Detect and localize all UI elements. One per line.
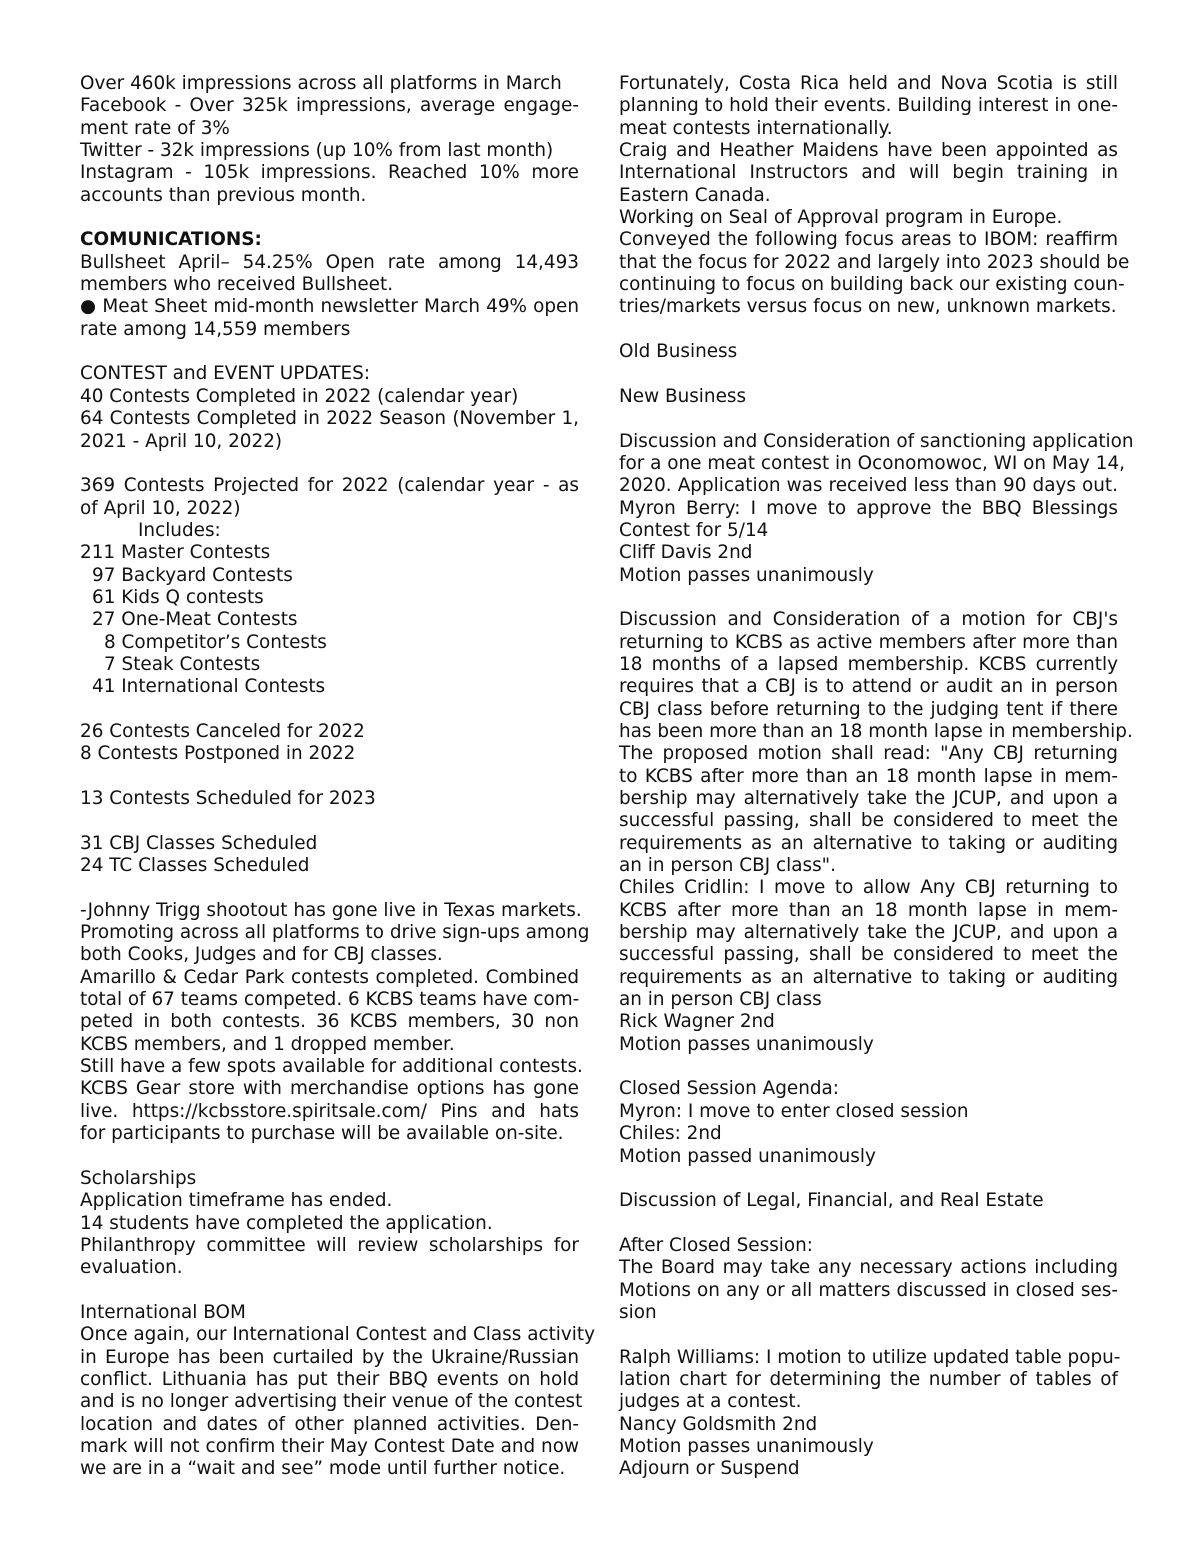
text-line: 61 Kids Q contests <box>92 586 264 608</box>
text-line: evaluation. <box>80 1257 183 1279</box>
text-line: New Business <box>619 385 747 407</box>
text-line: we are in a “wait and see” mode until further notice. <box>80 1458 566 1480</box>
text-line: Motions on any or all matters discussed in closed ses- <box>619 1279 1118 1301</box>
text-line: 2021 - April 10, 2022) <box>80 430 283 452</box>
text-line: Closed Session Agenda: <box>619 1078 839 1100</box>
text-line: in Europe has been curtailed by the Ukraine/Russian <box>80 1346 579 1368</box>
text-line: 7 Steak Contests <box>104 653 261 675</box>
paragraph-gap <box>619 408 1118 430</box>
section-heading: COMUNICATIONS: <box>80 229 262 251</box>
text-line: for a one meat contest in Oconomowoc, WI on May 14, <box>619 452 1125 474</box>
text-line: Once again, our International Contest and Class activity <box>80 1324 595 1346</box>
text-line: lation chart for determining the number of tables of <box>619 1368 1118 1390</box>
text-line: Discussion and Consideration of sanctioning application <box>619 430 1134 452</box>
text-line: Ralph Williams: I motion to utilize updated table popu- <box>619 1346 1121 1368</box>
text-line: both Cooks, Judges and for CBJ classes. <box>80 944 443 966</box>
text-line: Chiles: 2nd <box>619 1123 722 1145</box>
paragraph-gap <box>619 587 1118 609</box>
text-line: Working on Seal of Approval program in Europe. <box>619 207 1063 229</box>
paragraph-gap <box>80 207 579 229</box>
text-line: CONTEST and EVENT UPDATES: <box>80 363 371 385</box>
text-line: Application timeframe has ended. <box>80 1190 393 1212</box>
text-line: Adjourn or Suspend <box>619 1458 800 1480</box>
paragraph-classes <box>80 833 579 878</box>
paragraph-communications <box>80 229 579 341</box>
text-line: sion <box>619 1301 657 1323</box>
paragraph-gap <box>80 1146 579 1168</box>
text-line: has been more than an 18 month lapse in membership. <box>619 720 1133 742</box>
text-line: ● Meat Sheet mid-month newsletter March 49% open <box>80 296 579 318</box>
paragraph-gap <box>80 453 579 475</box>
text-line: bership may alternatively take the JCUP, and upon a <box>619 788 1118 809</box>
text-line: 8 Competitor’s Contests <box>104 631 327 653</box>
text-line: After Closed Session: <box>619 1234 813 1256</box>
text-line: 13 Contests Scheduled for 2023 <box>80 788 376 809</box>
text-line: International Instructors and will begin training in <box>619 162 1118 184</box>
paragraph-gap <box>80 699 579 721</box>
text-line: an in person CBJ class". <box>619 855 836 877</box>
text-line: Myron Berry: I move to approve the BBQ Blessings <box>619 497 1118 519</box>
paragraph-gap <box>619 1168 1118 1190</box>
text-line: Over 460k impressions across all platforms in March <box>80 73 562 94</box>
text-line: Amarillo & Cedar Park contests completed. Combined <box>80 966 579 988</box>
text-line: Includes: <box>138 519 221 541</box>
text-line: live. https://kcbsstore.spiritsale.com/ Pins and hats <box>80 1100 579 1122</box>
text-line: Rick Wagner 2nd <box>619 1011 775 1033</box>
paragraph-old-business <box>619 341 1118 363</box>
paragraph-gap <box>619 1324 1118 1346</box>
text-line: Instagram - 105k impressions. Reached 10% more <box>80 162 579 184</box>
text-line: 31 CBJ Classes Scheduled <box>80 832 318 854</box>
paragraph-table-chart-motion <box>619 1346 1121 1481</box>
text-line: Motion passes unanimously <box>619 1033 874 1055</box>
text-line: International BOM <box>80 1301 246 1323</box>
paragraph-after-closed <box>619 1235 1118 1324</box>
paragraph-social-stats <box>80 73 579 207</box>
text-line: for participants to purchase will be available on-site. <box>80 1123 564 1145</box>
text-line: 369 Contests Projected for 2022 (calendar year - as <box>80 475 579 497</box>
paragraph-international-bom <box>80 1301 595 1481</box>
text-line: successful passing, shall be considered to meet the <box>619 944 1118 966</box>
paragraph-gap <box>80 877 579 899</box>
paragraph-legal-discussion <box>619 1190 1118 1212</box>
text-line: judges at a contest. <box>619 1391 802 1413</box>
text-line: Craig and Heather Maidens have been appointed as <box>619 140 1118 162</box>
text-line: Still have a few spots available for additional contests. <box>80 1056 583 1078</box>
text-line: Nancy Goldsmith 2nd <box>619 1413 818 1435</box>
text-line: continuing to focus on building back our existing coun- <box>619 274 1125 296</box>
text-line: Philanthropy committee will review scholarships for <box>80 1234 579 1256</box>
paragraph-gap <box>80 766 579 788</box>
paragraph-canceled <box>80 721 579 766</box>
text-line: Discussion of Legal, Financial, and Real Estate <box>619 1190 1044 1212</box>
text-line: The proposed motion shall read: "Any CBJ returning <box>619 743 1118 765</box>
text-line: 2020. Application was received less than 90 days out. <box>619 475 1118 497</box>
text-line: 211 Master Contests <box>80 542 271 564</box>
paragraph-scholarships <box>80 1168 579 1280</box>
text-line: meat contests internationally. <box>619 117 893 139</box>
text-line: ment rate of 3% <box>80 117 230 139</box>
text-line: to KCBS after more than an 18 month lapse in mem- <box>619 765 1118 787</box>
text-line: Discussion and Consideration of a motion for CBJ's <box>619 609 1118 631</box>
text-line: location and dates of other planned activities. Den- <box>80 1413 579 1435</box>
text-line: and is no longer advertising their venue of the contest <box>80 1391 583 1413</box>
text-line: Twitter - 32k impressions (up 10% from last month) <box>80 140 554 162</box>
text-line: 8 Contests Postponed in 2022 <box>80 743 356 765</box>
paragraph-international-cont <box>619 73 1130 319</box>
text-line: Fortunately, Costa Rica held and Nova Scotia is still <box>619 73 1118 94</box>
text-line: Motion passes unanimously <box>619 1435 874 1457</box>
paragraph-gap <box>619 1056 1118 1078</box>
text-line: CBJ class before returning to the judging tent if there <box>619 698 1118 720</box>
text-line: KCBS Gear store with merchandise options has gone <box>80 1078 579 1100</box>
text-line: -Johnny Trigg shootout has gone live in Texas markets. <box>80 899 582 921</box>
text-line: Eastern Canada. <box>619 184 771 206</box>
text-line: Motion passed unanimously <box>619 1145 876 1167</box>
text-line: rate among 14,559 members <box>80 318 351 340</box>
text-line: requires that a CBJ is to attend or audit an in person <box>619 676 1118 698</box>
text-line: 64 Contests Completed in 2022 Season (November 1, <box>80 408 579 430</box>
text-line: peted in both contests. 36 KCBS members, 30 non <box>80 1011 579 1033</box>
text-line: planning to hold their events. Building interest in one- <box>619 95 1118 117</box>
text-line: an in person CBJ class <box>619 989 822 1011</box>
paragraph-scheduled-2023 <box>80 788 579 810</box>
text-line: bership may alternatively take the JCUP, and upon a <box>619 922 1118 944</box>
paragraph-gap <box>619 1213 1118 1235</box>
paragraph-closed-session <box>619 1078 1118 1167</box>
paragraph-trigg-shootout <box>80 899 590 1146</box>
text-line: Cliff Davis 2nd <box>619 542 753 564</box>
text-line: 40 Contests Completed in 2022 (calendar year) <box>80 385 519 407</box>
text-line: 14 students have completed the application. <box>80 1212 493 1234</box>
text-line: 41 International Contests <box>92 676 326 698</box>
paragraph-cbj-motion <box>619 609 1133 1056</box>
text-line: Old Business <box>619 341 738 363</box>
text-line: Myron: I move to enter closed session <box>619 1100 969 1122</box>
text-line: accounts than previous month. <box>80 184 367 206</box>
paragraph-gap <box>80 810 579 832</box>
paragraph-gap <box>619 363 1118 385</box>
text-line: tries/markets versus focus on new, unknown markets. <box>619 296 1117 318</box>
text-line: 18 months of a lapsed membership. KCBS currently <box>619 653 1118 675</box>
text-line: The Board may take any necessary actions including <box>619 1257 1118 1279</box>
paragraph-projected <box>80 475 579 698</box>
text-line: total of 67 teams competed. 6 KCBS teams have com- <box>80 989 580 1011</box>
text-line: that the focus for 2022 and largely into 2023 should be <box>619 251 1130 273</box>
text-line: Bullsheet April– 54.25% Open rate among 14,493 <box>80 251 579 273</box>
paragraph-contest-updates <box>80 363 579 452</box>
text-line: Promoting across all platforms to drive sign-ups among <box>80 922 590 944</box>
text-line: returning to KCBS as active members after more than <box>619 631 1118 653</box>
left-column <box>80 73 595 1481</box>
text-line: 26 Contests Canceled for 2022 <box>80 720 365 742</box>
text-line: 27 One-Meat Contests <box>92 609 298 631</box>
text-line: Scholarships <box>80 1167 197 1189</box>
right-column <box>619 73 1134 1481</box>
text-line: requirements as an alternative to taking or auditing <box>619 966 1118 988</box>
text-line: Chiles Cridlin: I move to allow Any CBJ returning to <box>619 877 1118 899</box>
paragraph-new-business <box>619 386 1118 408</box>
text-line: members who received Bullsheet. <box>80 274 394 296</box>
paragraph-gap <box>80 1280 579 1302</box>
text-line: of April 10, 2022) <box>80 497 241 519</box>
paragraph-gap <box>619 319 1118 341</box>
text-line: mark will not confirm their May Contest Date and now <box>80 1435 579 1457</box>
text-line: successful passing, shall be considered to meet the <box>619 810 1118 832</box>
text-line: Conveyed the following focus areas to IBOM: reaffirm <box>619 229 1118 251</box>
paragraph-gap <box>80 341 579 363</box>
text-line: KCBS members, and 1 dropped member. <box>80 1033 455 1055</box>
text-line: KCBS after more than an 18 month lapse in mem- <box>619 899 1118 921</box>
text-line: Contest for 5/14 <box>619 519 769 541</box>
text-line: requirements as an alternative to taking or auditing <box>619 832 1118 854</box>
text-line: Facebook - Over 325k impressions, average engage- <box>80 95 579 117</box>
paragraph-one-meat-sanction <box>619 430 1134 587</box>
text-line: 24 TC Classes Scheduled <box>80 855 310 877</box>
text-line: 97 Backyard Contests <box>92 564 293 586</box>
text-line: Motion passes unanimously <box>619 564 874 586</box>
text-line: conflict. Lithuania has put their BBQ events on hold <box>80 1368 579 1390</box>
